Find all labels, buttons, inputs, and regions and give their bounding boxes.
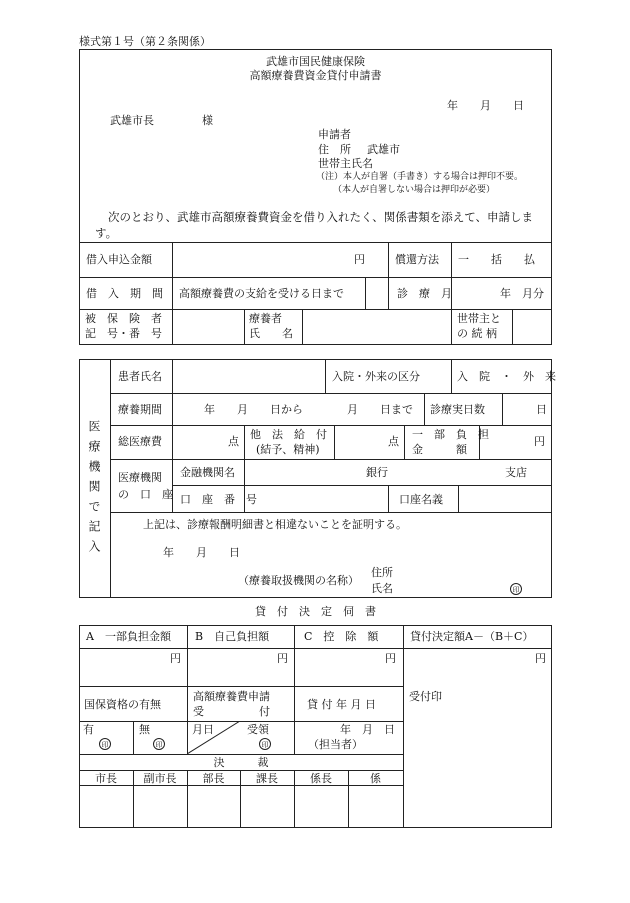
nhi-status-label: 国保資格の有無 [84, 698, 161, 711]
approver-section-head: 課長 [256, 772, 278, 785]
inout-value[interactable]: 入 院 ・ 外 来 [457, 370, 556, 383]
facility-label: （療養取扱機関の名称） [238, 574, 359, 587]
loan-amount-label: 借入申込金額 [86, 253, 152, 266]
col-b-yen[interactable]: 円 [277, 652, 288, 665]
repay-method-label: 償還方法 [395, 253, 439, 266]
month-day-label: 月日 [192, 723, 214, 736]
copay-yen[interactable]: 円 [534, 435, 545, 448]
treatment-period-value[interactable]: 年 月 日から 月 日まで [204, 403, 413, 416]
application-date[interactable]: 年 月 日 [447, 99, 524, 112]
nhi-yes[interactable]: 有 [83, 723, 94, 736]
treatment-period-label: 療養期間 [118, 403, 162, 416]
facility-address-label: 住所 [371, 566, 393, 579]
bank-label: 金融機関名 [180, 466, 235, 479]
app-received-label-1: 高額療養費申請 [193, 690, 270, 703]
other-law-label-2: (結予、精神) [256, 443, 320, 456]
col-d-yen[interactable]: 円 [535, 652, 546, 665]
certify-date[interactable]: 年 月 日 [163, 546, 240, 559]
received-label: 受領 [247, 723, 269, 736]
patient-label-2: 氏 名 [249, 327, 293, 340]
facility-name-label: 氏名 [371, 582, 393, 595]
col-a-label: A 一部負担金額 [86, 630, 171, 643]
col-a-yen[interactable]: 円 [170, 652, 181, 665]
app-received-label-2: 受 付 [193, 705, 270, 718]
account-number-label: 口 座 番 号 [180, 493, 257, 506]
facility-seal-icon: 印 [510, 583, 522, 595]
inout-label: 入院・外来の区分 [332, 370, 420, 383]
note-2: （本人が自署しない場合は押印が必要） [333, 185, 496, 195]
loan-period-label: 借 入 期 間 [86, 287, 163, 300]
total-cost-label: 総医療費 [118, 435, 162, 448]
copay-label-1: 一 部 負 担 [412, 428, 489, 441]
address-value[interactable]: 武雄市 [367, 143, 400, 156]
approver-subsection-head: 係長 [310, 772, 332, 785]
application-section [79, 49, 552, 345]
approver-staff: 係 [370, 772, 381, 785]
approver-mayor: 市長 [95, 772, 117, 785]
col-d-label: 貸付決定額A－（B＋C） [410, 630, 534, 643]
col-b-label: B 自己負担額 [195, 630, 270, 643]
form-number: 様式第１号（第２条関係） [79, 35, 211, 48]
bank-unit[interactable]: 銀行 [366, 466, 388, 479]
patient-label-1: 療養者 [249, 312, 282, 325]
col-c-label: C 控 除 額 [304, 630, 379, 643]
nhi-no[interactable]: 無 [139, 723, 150, 736]
other-law-label-1: 他 法 給 付 [250, 428, 327, 441]
account-name-label: 口座名義 [399, 493, 443, 506]
medical-side-label: 医療機関で記入 [87, 420, 101, 560]
account-label-2: の 口 座 [118, 488, 173, 501]
patient-name-label: 患者氏名 [118, 370, 162, 383]
copay-label-2: 金 額 [412, 443, 467, 456]
relation-label-2: の 続 柄 [457, 327, 497, 340]
days-label: 診療実日数 [430, 403, 485, 416]
loan-date-value[interactable]: 年 月 日 [340, 723, 395, 736]
org-name: 武雄市国民健康保険 [266, 55, 365, 68]
honorific: 様 [202, 114, 213, 127]
account-label-1: 医療機関 [118, 471, 162, 484]
loan-date-label: 貸 付 年 月 日 [307, 698, 376, 711]
reception-stamp-label: 受付印 [409, 690, 442, 703]
insured-label-2: 記 号・番 号 [85, 327, 162, 340]
relation-label-1: 世帯主と [457, 312, 501, 325]
approval-header: 決 裁 [213, 756, 269, 769]
branch-unit[interactable]: 支店 [505, 466, 527, 479]
no-seal-icon: 印 [153, 738, 165, 750]
person-in-charge: （担当者） [308, 738, 363, 751]
col-c-yen[interactable]: 円 [385, 652, 396, 665]
body-text-2: す。 [95, 226, 118, 240]
note-1: （注）本人が自署（手書き）する場合は押印不要。 [316, 172, 524, 182]
insured-label-1: 被 保 険 者 [85, 312, 162, 325]
repay-method-value: 一 括 払 [458, 253, 535, 266]
applicant-label: 申請者 [318, 128, 351, 141]
total-cost-point[interactable]: 点 [228, 435, 239, 448]
certify-text: 上記は、診療報酬明細書と相違ないことを証明する。 [143, 518, 407, 531]
days-unit[interactable]: 日 [536, 403, 547, 416]
loan-amount-yen[interactable]: 円 [354, 253, 365, 266]
received-seal-icon: 印 [259, 738, 271, 750]
yes-seal-icon: 印 [99, 738, 111, 750]
approver-deputy-mayor: 副市長 [143, 772, 177, 785]
form-title: 高額療養費資金貸付申請書 [249, 69, 382, 82]
other-law-point[interactable]: 点 [388, 435, 399, 448]
treatment-month-value[interactable]: 年 月分 [500, 287, 544, 300]
addressee: 武雄市長 [110, 114, 154, 127]
approver-dept-head: 部長 [202, 772, 225, 785]
decision-title: 貸 付 決 定 伺 書 [255, 605, 376, 618]
loan-period-value: 高額療養費の支給を受ける日まで [179, 287, 344, 300]
treatment-month-label: 診 療 月 [397, 287, 452, 300]
address-label: 住 所 [318, 143, 351, 156]
householder-label: 世帯主氏名 [318, 157, 373, 170]
body-text-1: 次のとおり、武雄市高額療養費資金を借り入れたく、関係書類を添えて、申請しま [108, 210, 534, 224]
